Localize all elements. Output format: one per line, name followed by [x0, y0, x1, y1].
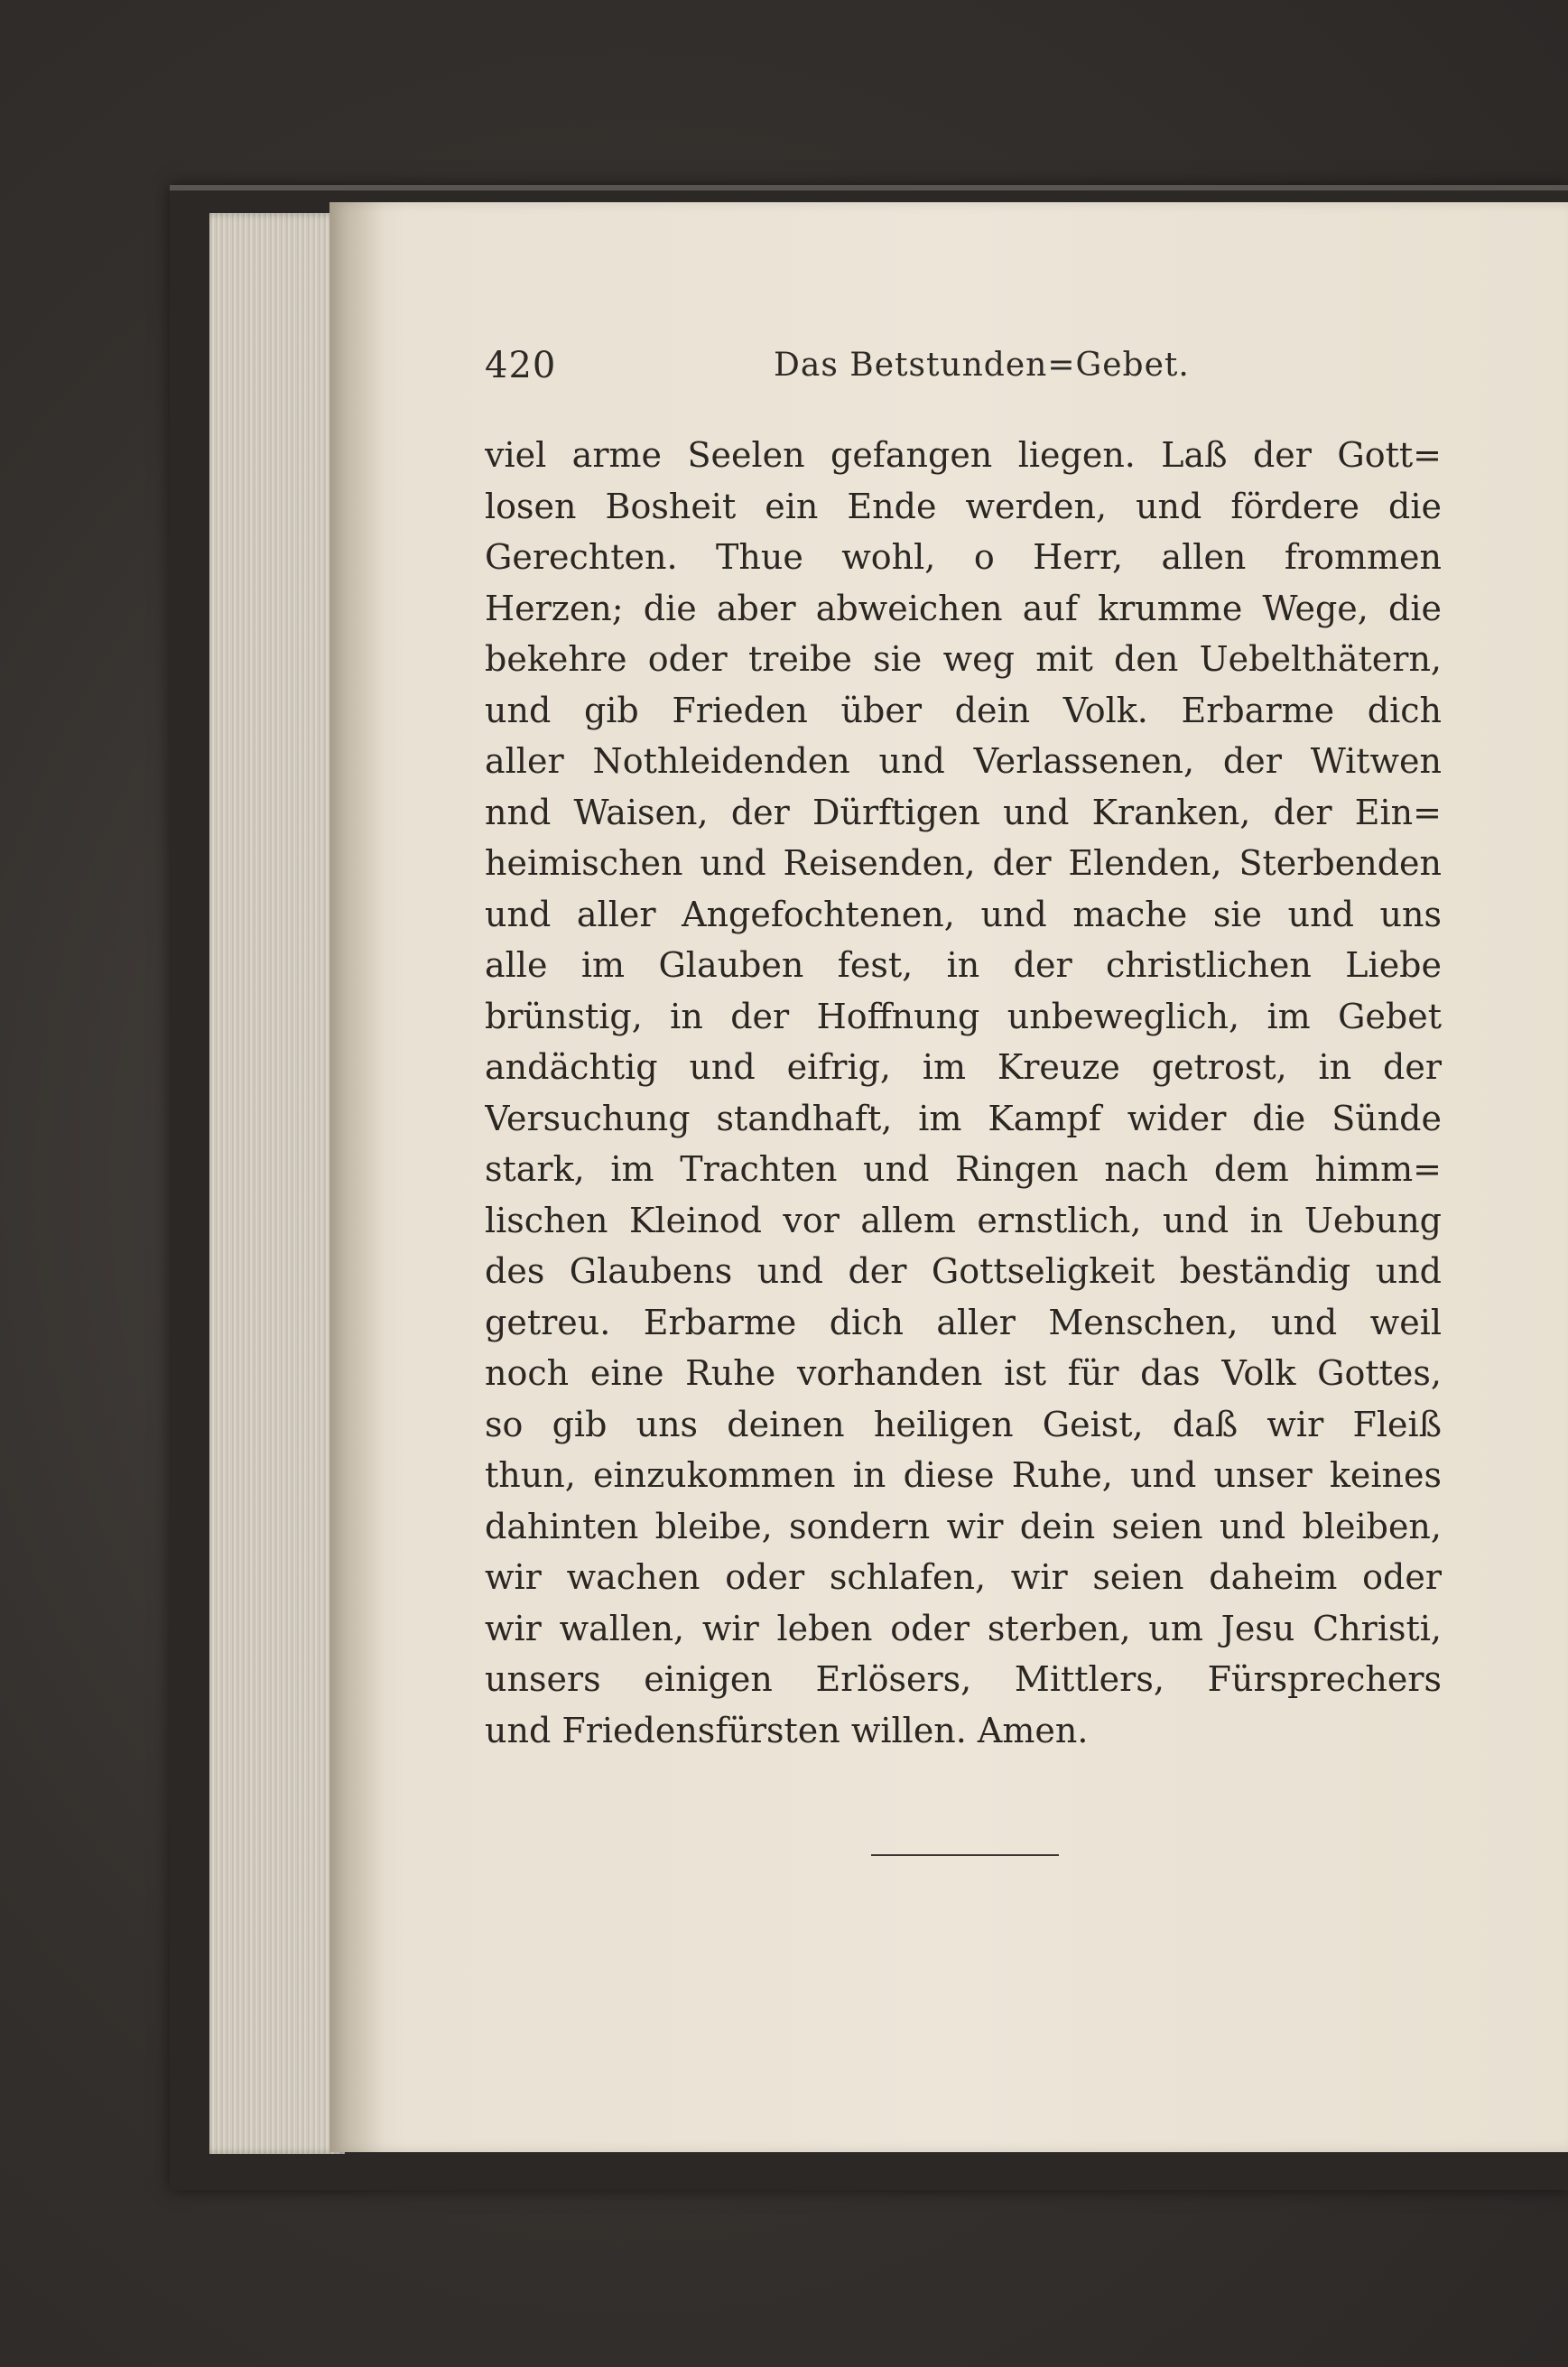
book-page	[329, 202, 1568, 2152]
body-text	[485, 430, 1442, 1756]
text-line: des Glaubens und der Gottseligkeit beständig und	[485, 1251, 1442, 1291]
text-line: und Friedensfürsten willen. Amen.	[485, 1710, 1089, 1750]
text-line: aller Nothleidenden und Verlassenen, der Witwen	[485, 741, 1442, 781]
text-line: andächtig und eifrig, im Kreuze getrost, in der	[485, 1047, 1442, 1087]
text-line: lischen Kleinod vor allem ernstlich, und in Uebung	[485, 1200, 1442, 1240]
text-line: und aller Angefochtenen, und mache sie und uns	[485, 894, 1442, 934]
text-line: wir wachen oder schlafen, wir seien daheim oder	[485, 1557, 1442, 1597]
section-rule	[871, 1854, 1059, 1856]
gutter-shadow	[329, 202, 384, 2152]
page-number: 420	[485, 345, 557, 386]
text-line: unsers einigen Erlösers, Mittlers, Fürsprechers	[485, 1659, 1442, 1699]
text-line: so gib uns deinen heiligen Geist, daß wir Fleiß	[485, 1404, 1442, 1444]
text-line: dahinten bleibe, sondern wir dein seien und bleiben,	[485, 1506, 1442, 1546]
page-header	[485, 345, 1478, 399]
text-line: und gib Frieden über dein Volk. Erbarme dich	[485, 690, 1442, 730]
text-line: stark, im Trachten und Ringen nach dem himm=	[485, 1149, 1442, 1189]
text-line: heimischen und Reisenden, der Elenden, Sterbenden	[485, 843, 1442, 883]
running-head: Das Betstunden=Gebet.	[774, 347, 1190, 384]
text-line: thun, einzukommen in diese Ruhe, und unser keines	[485, 1455, 1442, 1495]
text-line: noch eine Ruhe vorhanden ist für das Volk Gottes,	[485, 1353, 1442, 1393]
text-line: getreu. Erbarme dich aller Menschen, und weil	[485, 1302, 1442, 1342]
text-line: wir wallen, wir leben oder sterben, um Jesu Christi,	[485, 1608, 1442, 1648]
page-edges	[209, 213, 345, 2154]
text-line: viel arme Seelen gefangen liegen. Laß der Gott=	[485, 435, 1442, 475]
text-line: Gerechten. Thue wohl, o Herr, allen frommen	[485, 537, 1442, 577]
text-line: nnd Waisen, der Dürftigen und Kranken, der Ein=	[485, 792, 1442, 832]
text-line: losen Bosheit ein Ende werden, und fördere die	[485, 486, 1442, 526]
text-line: Herzen; die aber abweichen auf krumme Wege, die	[485, 588, 1442, 628]
text-line: bekehre oder treibe sie weg mit den Uebelthätern,	[485, 639, 1442, 679]
text-line: alle im Glauben fest, in der christlichen Liebe	[485, 945, 1442, 985]
text-line: brünstig, in der Hoffnung unbeweglich, im Gebet	[485, 996, 1442, 1036]
text-line: Versuchung standhaft, im Kampf wider die Sünde	[485, 1098, 1442, 1138]
